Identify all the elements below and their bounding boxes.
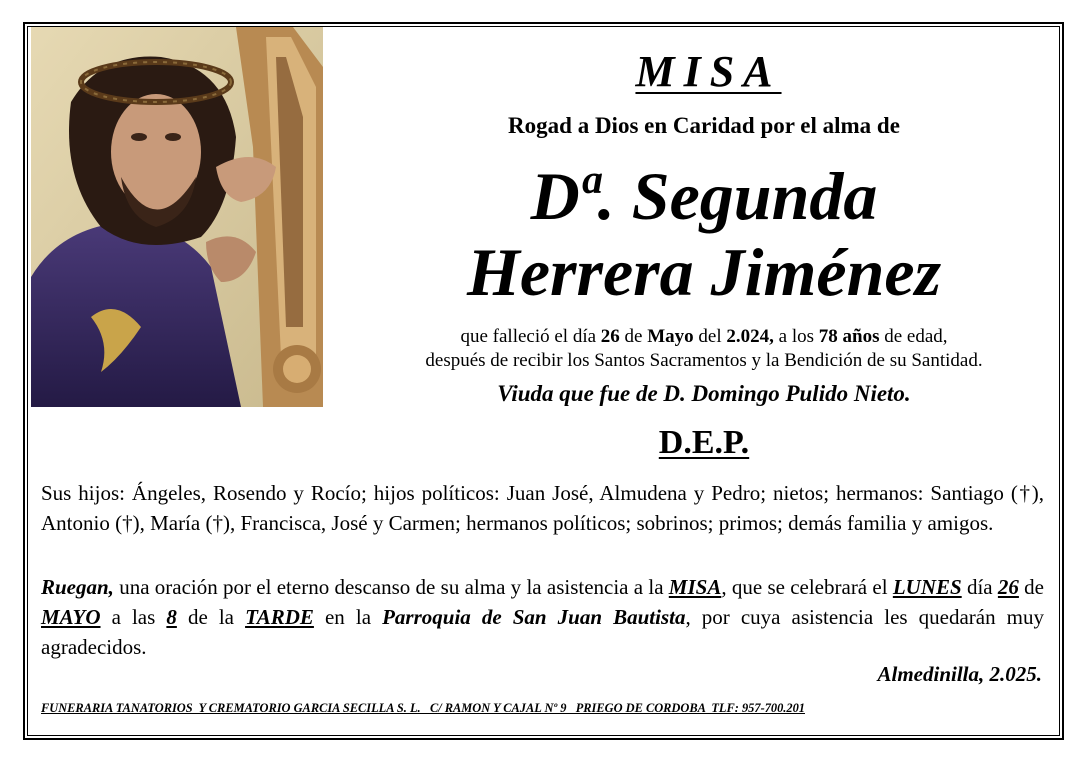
death-line2: después de recibir los Santos Sacramentos y la Bendición de su Santidad. bbox=[425, 350, 983, 371]
rogad-line: Rogad a Dios en Caridad por el alma de bbox=[508, 113, 900, 138]
deceased-name-line2: Herrera Jiménez bbox=[466, 234, 942, 310]
deceased-name bbox=[330, 158, 1078, 310]
family-paragraph: Sus hijos: Ángeles, Rosendo y Rocío; hijos políticos: Juan José, Almudena y Pedro; nietos; hermanos: Santiago (†), Antonio (†), María (†), Francisca, José y Carmen; hermanos políticos; sobrinos; primos; demás familia y amigos. bbox=[41, 481, 1044, 535]
funeral-home-footer: FUNERARIA TANATORIOS Y CREMATORIO GARCIA SECILLA S. L. C/ RAMON Y CAJAL Nº 9 PRIEGO DE CORDOBA TLF: 957-700.201 bbox=[41, 701, 805, 715]
religious-image bbox=[31, 27, 323, 407]
death-line1: que falleció el día 26 de Mayo del 2.024, a los 78 años de edad, bbox=[460, 326, 948, 347]
death-notice bbox=[330, 325, 1078, 373]
widow-line: Viuda que fue de D. Domingo Pulido Nieto. bbox=[497, 381, 911, 406]
mass-title: MISA bbox=[635, 47, 782, 96]
deceased-name-line1: Dª. Segunda bbox=[530, 158, 878, 234]
place-date: Almedinilla, 2.025. bbox=[877, 662, 1042, 686]
mass-paragraph: Ruegan, una oración por el eterno descanso de su alma y la asistencia a la MISA, que se celebrará el LUNES día 26 de MAYO a las 8 de la TARDE en la Parroquia de San Juan Bautista, por cuya asistencia les quedarán muy agradecidos. bbox=[41, 575, 1045, 659]
dep-heading: D.E.P. bbox=[658, 424, 750, 461]
